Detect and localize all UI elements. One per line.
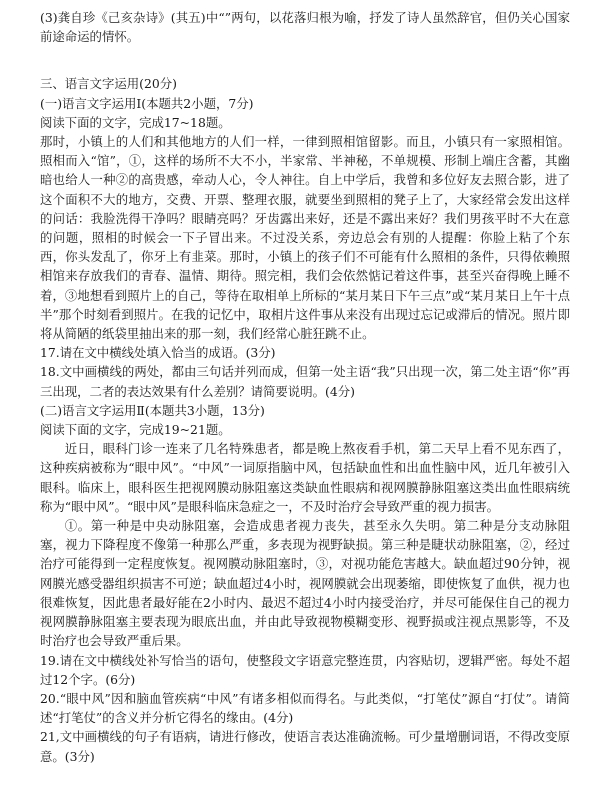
part-two-title: (二)语言文字运用Ⅱ(本题共3小题，13分) [40, 402, 265, 418]
part-one-title: (一)语言文字运用Ⅰ(本题共2小题，7分) [40, 95, 254, 111]
section-three-title: 三、语言文字运用(20分) [40, 76, 177, 92]
section-gap [40, 46, 570, 74]
part-one-instruction: 阅读下面的文字，完成17~18题。 [40, 114, 231, 130]
question-19: 19.请在文中横线处补写恰当的语句，使整段文字语意完整连贯，内容贴切，逻辑严密。每处不超过12个字。(6分) [40, 652, 570, 687]
question-18: 18.文中画横线的两处，都由三句话并列而成，但第一处主语“我”只出现一次，第二处主语“你”再三出现，二者的表达效果有什么差别？请简要说明。(4分) [40, 364, 570, 399]
part-two-instruction: 阅读下面的文字，完成19~21题。 [40, 422, 231, 438]
part-two-passage-2: ①。第一种是中央动脉阻塞，会造成患者视力丧失，甚至永久失明。第二种是分支动脉阻塞，视力下降程度不像第一种那么严重，多表现为视野缺损。第三种是睫状动脉阻塞，②，经过治疗可能得到一定程度恢复。视网膜动脉阻塞时，③，对视功能危害越大。缺血超过90分钟，视网膜光感受器组织损害不可逆；缺血超过4小时，视网膜就会出现萎缩，即使恢复了血供，视力也很难恢复，因此患者最好能在2小时内、最迟不超过4小时内接受治疗，并尽可能保住自己的视力 视网膜静脉阻塞主要表现为眼底出血，并由此导致视物模糊变形、视野损或注视点黑影等，不及时治疗也会导致严重后果。 [40, 518, 583, 649]
part-one-passage: 那时，小镇上的人们和其他地方的人们一样，一律到照相馆留影。而且，小镇只有一家照相馆。照相而入“馆”，①，这样的场所不大不小，半家常、半神秘，不单规模、形制上端庄含蓄，其幽暗也给人一种②的高贵感，牵动人心，令人神往。自上中学后，我曾和多位好友去照合影，进了这个面积不大的地方，交费、开票、整理衣服，就要坐到照相的凳子上了，大家经常会发出这样的问话：我脸洗得干净吗？眼睛亮吗？牙齿露出来好，还是不露出来好？我们男孩平时不大在意的问题，照相的时候会一下子冒出来。不过没关系，旁边总会有别的人提醒：你脸上粘了个东西，你头发乱了，你牙上有韭菜。那时，小镇上的孩子们不可能有什么照相的条件，只得依赖照相馆来存放我们的青春、温情、期待。照完相，我们会依然惦记着这件事，甚至兴奋得晚上睡不着，③地想看到照片上的自己，等待在取相单上所标的“某月某日下午三点”或“某月某日上午十点半”那个时刻看到照片。在我的记忆中，取相片这件事从来没有出现过忘记或滞后的情况。照片即将从简陋的纸袋里抽出来的那一刻，我们经常心脏狂跳不止。 [40, 134, 570, 342]
question-21: 21,文中画横线的句子有语病，请进行修改，使语言表达准确流畅。可少量增删词语，不得改变原意。(3分) [40, 729, 570, 764]
question-3-item: (3)龚自珍《己亥杂诗》(其五)中“”两句，以花落归根为喻，抒发了诗人虽然辞官，但仍关心国家前途命运的情怀。 [40, 10, 570, 45]
question-17: 17.请在文中横线处填入恰当的成语。(3分) [40, 345, 276, 361]
question-20: 20.“眼中风”因和脑血管疾病“中风”有诸多相似而得名。与此类似，“打笔仗”源自“打仗”。请简述“打笔仗”的含义并分析它得名的缘由。(4分) [40, 690, 570, 726]
part-two-passage-1: 近日，眼科门诊一连来了几名特殊患者，都是晚上熬夜看手机，第二天早上看不见东西了，这种疾病被称为“眼中风”。“中风”一词原指脑中风，包括缺血性和出血性脑中风，近几年被引入眼科。临床上，眼科医生把视网膜动脉阻塞这类缺血性眼病和视网膜静脉阻塞这类出血性眼病统称为“眼中风”。“眼中风”是眼科临床急症之一，不及时治疗会导致严重的视力损害。 [40, 441, 570, 514]
